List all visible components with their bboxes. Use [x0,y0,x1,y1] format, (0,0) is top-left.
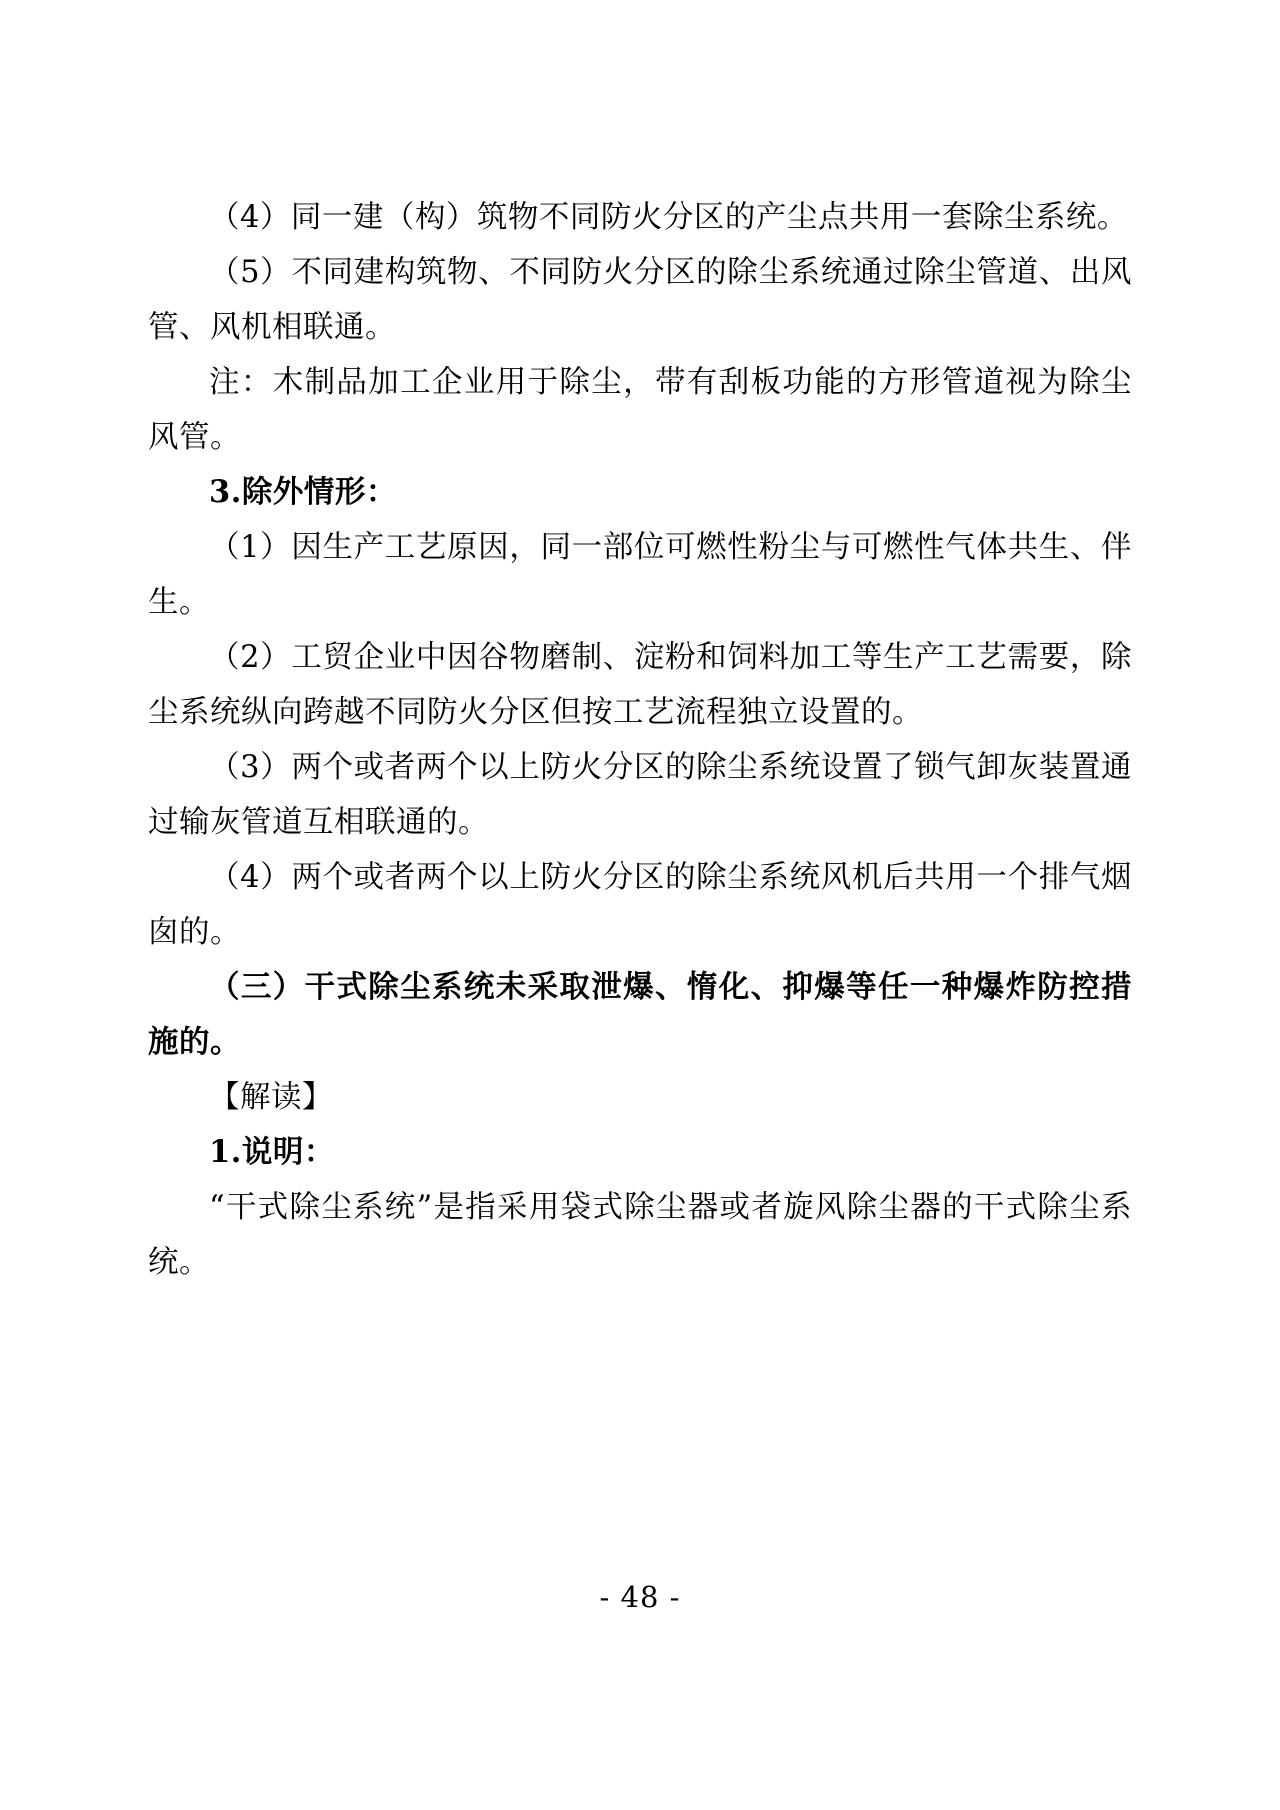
paragraph-note-wood-products: 注：木制品加工企业用于除尘，带有刮板功能的方形管道视为除尘风管。 [148,365,1132,455]
heading-exceptions: 3.除外情形： [209,474,397,510]
paragraph-exception-4: （4）两个或者两个以上防火分区的除尘系统风机后共用一个排气烟囱的。 [148,860,1132,950]
paragraph-exception-3: （3）两个或者两个以上防火分区的除尘系统设置了锁气卸灰装置通过输灰管道互相联通的。 [148,750,1132,840]
paragraph-exception-2: （2）工贸企业中因谷物磨制、淀粉和饲料加工等生产工艺需要，除尘系统纵向跨越不同防火分区但按工艺流程独立设置的。 [148,640,1132,730]
paragraph-item-5-different-buildings: （5）不同建构筑物、不同防火分区的除尘系统通过除尘管道、出风管、风机相联通。 [148,255,1132,345]
paragraph-explanation-body: “干式除尘系统”是指采用袋式除尘器或者旋风除尘器的干式除尘系统。 [148,1190,1132,1280]
heading-explanation: 1.说明： [209,1134,335,1170]
label-interpretation: 【解读】 [209,1080,333,1115]
paragraph-exception-1: （1）因生产工艺原因，同一部位可燃性粉尘与可燃性气体共生、伴生。 [148,530,1132,620]
page-number: - 48 - [599,1580,681,1614]
page-body-text [148,190,1132,1290]
paragraph-item-4-same-building: （4）同一建（构）筑物不同防火分区的产尘点共用一套除尘系统。 [209,200,1128,235]
heading-section-three: （三）干式除尘系统未采取泄爆、惰化、抑爆等任一种爆炸防控措施的。 [148,969,1132,1060]
